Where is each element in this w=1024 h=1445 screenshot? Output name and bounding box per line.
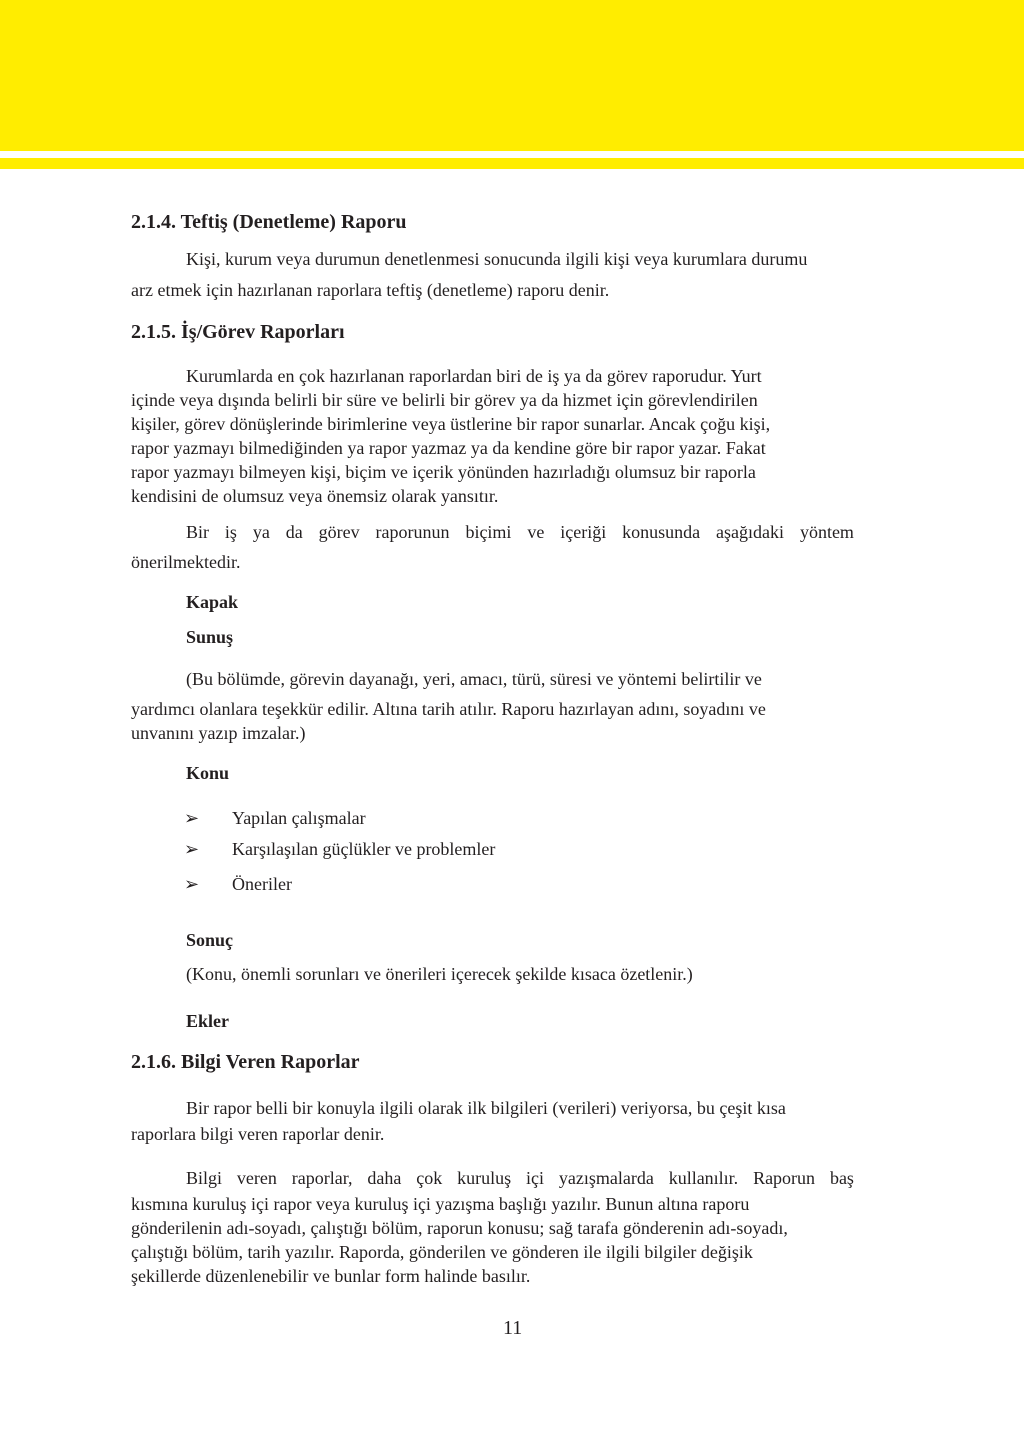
justified-word: çok [416, 1168, 443, 1188]
paragraph-line: unvanını yazıp imzalar.) [131, 723, 306, 743]
justified-word: Raporun [753, 1168, 816, 1188]
justified-word: da [285, 522, 303, 542]
arrow-bullet-icon: ➢ [184, 808, 200, 828]
justified-word: görev [318, 522, 360, 542]
paragraph-line: Kişi, kurum veya durumun denetlenmesi sonucunda ilgili kişi veya kurumlara durumu [186, 249, 808, 269]
paragraph-line: gönderilenin adı-soyadı, çalıştığı bölüm, raporun konusu; sağ tarafa gönderenin adı-soyadı, [131, 1218, 788, 1238]
justified-word: daha [367, 1168, 402, 1188]
paragraph-line: yardımcı olanlara teşekkür edilir. Altına tarih atılır. Raporu hazırlayan adını, soyadını ve [131, 699, 766, 719]
justified-word: Bilgi [186, 1168, 223, 1188]
paragraph-line: kişiler, görev dönüşlerinde birimlerine veya üstlerine bir rapor sunarlar. Ancak çoğu kişi, [131, 414, 771, 434]
paragraph-line: kısmına kuruluş içi rapor veya kuruluş içi yazışma başlığı yazılır. Bunun altına raporu [131, 1194, 750, 1214]
header-stripe [0, 158, 1024, 169]
paragraph-line: önerilmektedir. [131, 552, 241, 572]
arrow-bullet-icon: ➢ [184, 839, 200, 859]
justified-word: ve [527, 522, 545, 542]
arrow-bullet-icon: ➢ [184, 874, 200, 894]
header-band [0, 0, 1024, 151]
subheading-sonuc: Sonuç [186, 930, 234, 950]
subheading-ekler: Ekler [186, 1011, 229, 1031]
paragraph-line: şekillerde düzenlenebilir ve bunlar form halinde basılır. [131, 1266, 531, 1286]
page-number: 11 [503, 1317, 523, 1339]
justified-word: konusunda [622, 522, 701, 542]
paragraph-justified-line [186, 1166, 854, 1190]
justified-word: biçimi [465, 522, 512, 542]
paragraph-line: rapor yazmayı bilmediğinden ya rapor yazmaz ya da kendine göre bir rapor yazar. Fakat [131, 438, 766, 458]
paragraph-line: rapor yazmayı bilmeyen kişi, biçim ve içerik yönünden hazırladığı olumsuz bir raporla [131, 462, 756, 482]
justified-word: kuruluş [457, 1168, 512, 1188]
subheading-konu: Konu [186, 763, 230, 783]
list-item: Öneriler [232, 874, 292, 894]
section-title-2-1-5: 2.1.5. İş/Görev Raporları [131, 321, 345, 343]
paragraph-line: arz etmek için hazırlanan raporlara teftiş (denetleme) raporu denir. [131, 280, 610, 300]
list-item: Yapılan çalışmalar [232, 808, 366, 828]
justified-word: yöntem [799, 522, 854, 542]
subheading-kapak: Kapak [186, 592, 239, 612]
subheading-sunus: Sunuş [186, 627, 234, 647]
justified-word: iş [224, 522, 237, 542]
justified-word: içeriği [560, 522, 607, 542]
paragraph-line: Kurumlarda en çok hazırlanan raporlardan biri de iş ya da görev raporudur. Yurt [186, 366, 762, 386]
paragraph-line: (Konu, önemli sorunları ve önerileri içerecek şekilde kısaca özetlenir.) [186, 964, 693, 984]
justified-word: yazışmalarda [558, 1168, 654, 1188]
list-item: Karşılaşılan güçlükler ve problemler [232, 839, 496, 859]
paragraph-line: Bir rapor belli bir konuyla ilgili olarak ilk bilgileri (verileri) veriyorsa, bu çeşit kısa [186, 1098, 786, 1118]
paragraph-line: içinde veya dışında belirli bir süre ve belirli bir görev ya da hizmet için görevlendirilen [131, 390, 758, 410]
justified-word: ya [252, 522, 270, 542]
justified-word: baş [829, 1168, 854, 1188]
justified-word: veren [236, 1168, 277, 1188]
justified-word: raporunun [375, 522, 450, 542]
paragraph-line: (Bu bölümde, görevin dayanağı, yeri, amacı, türü, süresi ve yöntemi belirtilir ve [186, 669, 762, 689]
paragraph-line: çalıştığı bölüm, tarih yazılır. Raporda, gönderilen ve gönderen ile ilgili bilgiler değişik [131, 1242, 753, 1262]
paragraph-line: raporlara bilgi veren raporlar denir. [131, 1124, 385, 1144]
section-title-2-1-6: 2.1.6. Bilgi Veren Raporlar [131, 1051, 360, 1073]
justified-word: içi [525, 1168, 544, 1188]
justified-word: kullanılır. [668, 1168, 739, 1188]
justified-word: raporlar, [291, 1168, 353, 1188]
paragraph-justified-line [186, 520, 854, 544]
section-title-2-1-4: 2.1.4. Teftiş (Denetleme) Raporu [131, 211, 407, 233]
paragraph-line: kendisini de olumsuz veya önemsiz olarak yansıtır. [131, 486, 499, 506]
justified-word: aşağıdaki [716, 522, 785, 542]
justified-word: Bir [186, 522, 210, 542]
